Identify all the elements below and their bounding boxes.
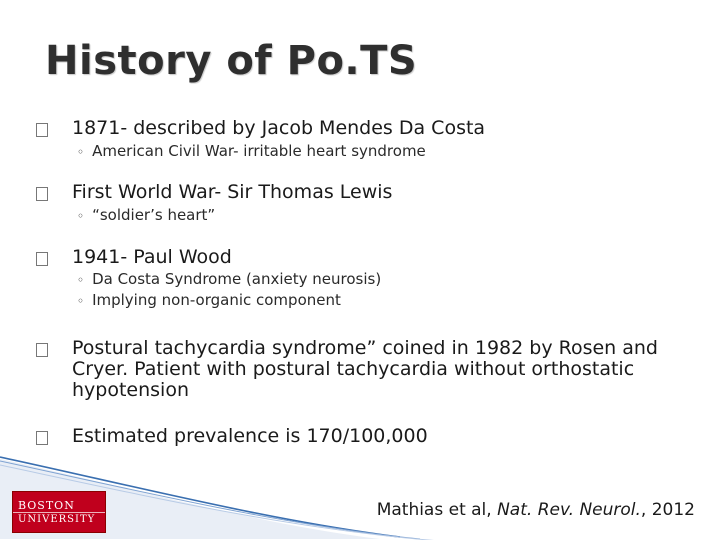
sub-bullet-text: American Civil War- irritable heart syndrome [92,142,426,160]
citation-authors: Mathias et al, [376,500,498,520]
bullet-text: Estimated prevalence is 170/100,000 [72,425,428,447]
sub-bullet-item [77,142,426,162]
sub-bullet-text: Implying non-organic component [92,291,341,309]
ring-bullet-icon: ◦ [77,145,85,159]
bullet-item [36,247,662,268]
bullet-text: 1941- Paul Wood [72,246,232,268]
bullet-box-icon [36,343,48,357]
bullet-text: 1871- described by Jacob Mendes Da Costa [72,117,486,139]
logo-text-line2: UNIVERSITY [18,514,96,525]
bullet-item [36,426,662,447]
bullet-text: First World War- Sir Thomas Lewis [72,181,393,203]
ring-bullet-icon: ◦ [77,273,85,287]
boston-university-logo [12,491,106,533]
bullet-box-icon [36,187,48,201]
ring-bullet-icon: ◦ [77,294,85,308]
footer-wave-decoration [0,455,720,540]
sub-bullet-item [77,270,381,290]
slide-title: History of Po.TS [45,38,418,84]
sub-bullet-item [77,291,341,311]
bullet-box-icon [36,123,48,137]
ring-bullet-icon: ◦ [77,209,85,223]
citation-year: , 2012 [640,500,695,520]
bullet-box-icon [36,431,48,445]
logo-text-line1: BOSTON [18,499,75,512]
sub-bullet-item [77,206,215,226]
bullet-box-icon [36,252,48,266]
bullet-text: Postural tachycardia syndrome” coined in 1982 by Rosen and Cryer. Patient with postural tachycardia without orthostatic hypotension [72,337,658,401]
citation [377,500,695,520]
bullet-item [36,182,662,203]
citation-journal: Nat. Rev. Neurol. [497,500,641,520]
sub-bullet-text: “soldier’s heart” [92,206,216,224]
bullet-item [36,118,662,139]
bullet-item [36,338,662,401]
sub-bullet-text: Da Costa Syndrome (anxiety neurosis) [92,270,382,288]
